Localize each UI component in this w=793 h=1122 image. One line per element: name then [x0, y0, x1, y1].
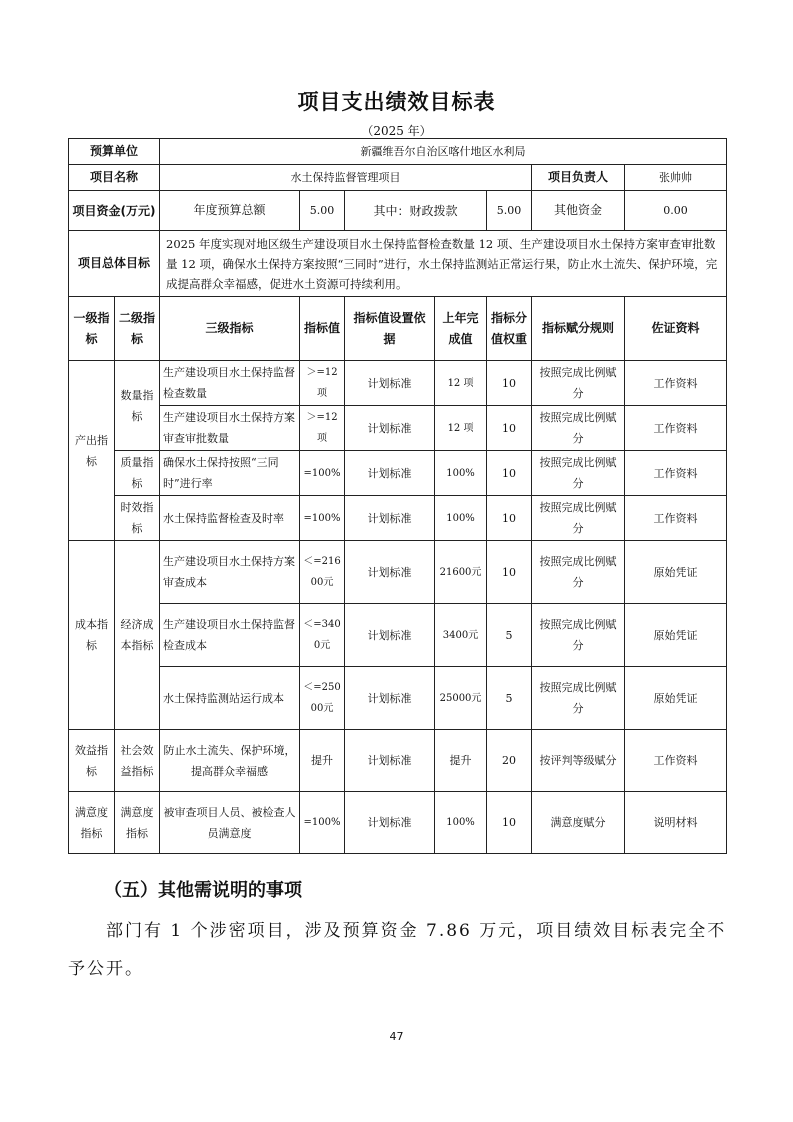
subgroup-social: 社会效益指标 — [115, 730, 160, 792]
table-row — [69, 496, 727, 541]
subgroup-satisfaction: 满意度指标 — [115, 792, 160, 854]
indicator-rule: 按照完成比例赋分 — [532, 604, 625, 667]
indicator-weight: 10 — [487, 496, 532, 541]
table-row — [69, 730, 727, 792]
indicator-name: 生产建设项目水土保持方案审查成本 — [160, 541, 300, 604]
indicator-evidence: 工作资料 — [625, 496, 727, 541]
indicator-last-year: 12 项 — [435, 406, 487, 451]
goal-text: 2025 年度实现对地区级生产建设项目水土保持监督检查数量 12 项、生产建设项目水土保持方案审查审批数量 12 项，确保水土保持方案按照“三同时”进行，水土保持监测站正常运行果，防止水土流失、保护环境，完成提高群众幸福感，促进水土资源可持续利用。 — [160, 231, 727, 297]
header-last-year: 上年完成值 — [435, 297, 487, 361]
indicator-basis: 计划标准 — [345, 451, 435, 496]
indicator-value: ＜=25000元 — [300, 667, 345, 730]
indicator-name: 生产建设项目水土保持监督检查成本 — [160, 604, 300, 667]
annual-total-value: 5.00 — [300, 191, 345, 231]
indicator-name: 生产建设项目水土保持监督检查数量 — [160, 361, 300, 406]
indicator-evidence: 工作资料 — [625, 406, 727, 451]
indicator-last-year: 100% — [435, 451, 487, 496]
indicator-rule: 按照完成比例赋分 — [532, 541, 625, 604]
subgroup-quantity: 数量指标 — [115, 361, 160, 451]
indicator-weight: 10 — [487, 792, 532, 854]
indicator-rule: 按评判等级赋分 — [532, 730, 625, 792]
fiscal-label: 其中：财政拨款 — [345, 191, 487, 231]
indicator-rule: 满意度赋分 — [532, 792, 625, 854]
section-title: （五）其他需说明的事项 — [104, 880, 302, 901]
section-paragraph: 部门有 1 个涉密项目，涉及预算资金 7.86 万元，项目绩效目标表完全不予公开。 — [68, 921, 727, 979]
goal-label: 项目总体目标 — [69, 231, 160, 297]
indicator-evidence: 原始凭证 — [625, 667, 727, 730]
header-basis: 指标值设置依据 — [345, 297, 435, 361]
subgroup-economic: 经济成本指标 — [115, 541, 160, 730]
indicator-basis: 计划标准 — [345, 604, 435, 667]
funds-row — [69, 191, 727, 231]
indicator-rule: 按照完成比例赋分 — [532, 451, 625, 496]
indicator-basis: 计划标准 — [345, 496, 435, 541]
indicator-rule: 按照完成比例赋分 — [532, 496, 625, 541]
indicator-value: =100% — [300, 451, 345, 496]
indicator-name: 防止水土流失、保护环境，提高群众幸福感 — [160, 730, 300, 792]
table-row — [69, 604, 727, 667]
leader-label: 项目负责人 — [532, 165, 625, 191]
indicator-value: 提升 — [300, 730, 345, 792]
header-value: 指标值 — [300, 297, 345, 361]
header-evidence: 佐证资料 — [625, 297, 727, 361]
indicator-last-year: 100% — [435, 496, 487, 541]
indicator-value: ＞=12项 — [300, 361, 345, 406]
header-level1: 一级指标 — [69, 297, 115, 361]
indicator-name: 被审查项目人员、被检查人员满意度 — [160, 792, 300, 854]
indicator-basis: 计划标准 — [345, 730, 435, 792]
indicator-last-year: 3400元 — [435, 604, 487, 667]
header-level3: 三级指标 — [160, 297, 300, 361]
indicator-basis: 计划标准 — [345, 667, 435, 730]
indicator-rule: 按照完成比例赋分 — [532, 361, 625, 406]
group-output: 产出指标 — [69, 361, 115, 541]
indicator-last-year: 提升 — [435, 730, 487, 792]
indicator-value: ＜=21600元 — [300, 541, 345, 604]
indicator-basis: 计划标准 — [345, 792, 435, 854]
indicator-value: ＞=12项 — [300, 406, 345, 451]
goal-row — [69, 231, 727, 297]
group-cost: 成本指标 — [69, 541, 115, 730]
indicator-rule: 按照完成比例赋分 — [532, 667, 625, 730]
header-level2: 二级指标 — [115, 297, 160, 361]
header-rule: 指标赋分规则 — [532, 297, 625, 361]
budget-unit-row — [69, 139, 727, 165]
indicator-rule: 按照完成比例赋分 — [532, 406, 625, 451]
table-row — [69, 361, 727, 406]
page-title: 项目支出绩效目标表 — [297, 90, 496, 114]
annual-total-label: 年度预算总额 — [160, 191, 300, 231]
indicator-evidence: 工作资料 — [625, 730, 727, 792]
table-row — [69, 541, 727, 604]
indicator-name: 水土保持监测站运行成本 — [160, 667, 300, 730]
year-label: （2025 年） — [361, 124, 432, 138]
project-name-value: 水土保持监督管理项目 — [160, 165, 532, 191]
indicator-evidence: 说明材料 — [625, 792, 727, 854]
indicator-value: ＜=3400元 — [300, 604, 345, 667]
indicator-weight: 5 — [487, 667, 532, 730]
performance-table — [68, 138, 727, 854]
other-funds-value: 0.00 — [625, 191, 727, 231]
group-benefit: 效益指标 — [69, 730, 115, 792]
indicator-name: 生产建设项目水土保持方案审查审批数量 — [160, 406, 300, 451]
funds-label: 项目资金(万元) — [69, 191, 160, 231]
indicator-evidence: 原始凭证 — [625, 541, 727, 604]
indicator-basis: 计划标准 — [345, 361, 435, 406]
indicator-name: 水土保持监督检查及时率 — [160, 496, 300, 541]
indicator-basis: 计划标准 — [345, 406, 435, 451]
fiscal-value: 5.00 — [487, 191, 532, 231]
indicator-weight: 20 — [487, 730, 532, 792]
budget-unit-label: 预算单位 — [69, 139, 160, 165]
other-funds-label: 其他资金 — [532, 191, 625, 231]
indicator-weight: 5 — [487, 604, 532, 667]
table-row — [69, 667, 727, 730]
table-row — [69, 406, 727, 451]
indicator-value: =100% — [300, 496, 345, 541]
indicator-last-year: 21600元 — [435, 541, 487, 604]
table-row — [69, 792, 727, 854]
indicator-last-year: 12 项 — [435, 361, 487, 406]
indicator-weight: 10 — [487, 406, 532, 451]
indicator-last-year: 25000元 — [435, 667, 487, 730]
indicator-basis: 计划标准 — [345, 541, 435, 604]
indicator-evidence: 原始凭证 — [625, 604, 727, 667]
indicator-last-year: 100% — [435, 792, 487, 854]
indicator-weight: 10 — [487, 541, 532, 604]
table-row — [69, 451, 727, 496]
indicator-value: =100% — [300, 792, 345, 854]
budget-unit-value: 新疆维吾尔自治区喀什地区水利局 — [160, 139, 727, 165]
header-weight: 指标分值权重 — [487, 297, 532, 361]
project-name-label: 项目名称 — [69, 165, 160, 191]
project-name-row — [69, 165, 727, 191]
subgroup-quality: 质量指标 — [115, 451, 160, 496]
leader-value: 张帅帅 — [625, 165, 727, 191]
page-number: 47 — [389, 1030, 404, 1043]
header-row — [69, 297, 727, 361]
subgroup-timeliness: 时效指标 — [115, 496, 160, 541]
indicator-weight: 10 — [487, 451, 532, 496]
indicator-weight: 10 — [487, 361, 532, 406]
indicator-evidence: 工作资料 — [625, 451, 727, 496]
group-satisfaction: 满意度指标 — [69, 792, 115, 854]
indicator-name: 确保水土保持按照“三同时”进行率 — [160, 451, 300, 496]
indicator-evidence: 工作资料 — [625, 361, 727, 406]
